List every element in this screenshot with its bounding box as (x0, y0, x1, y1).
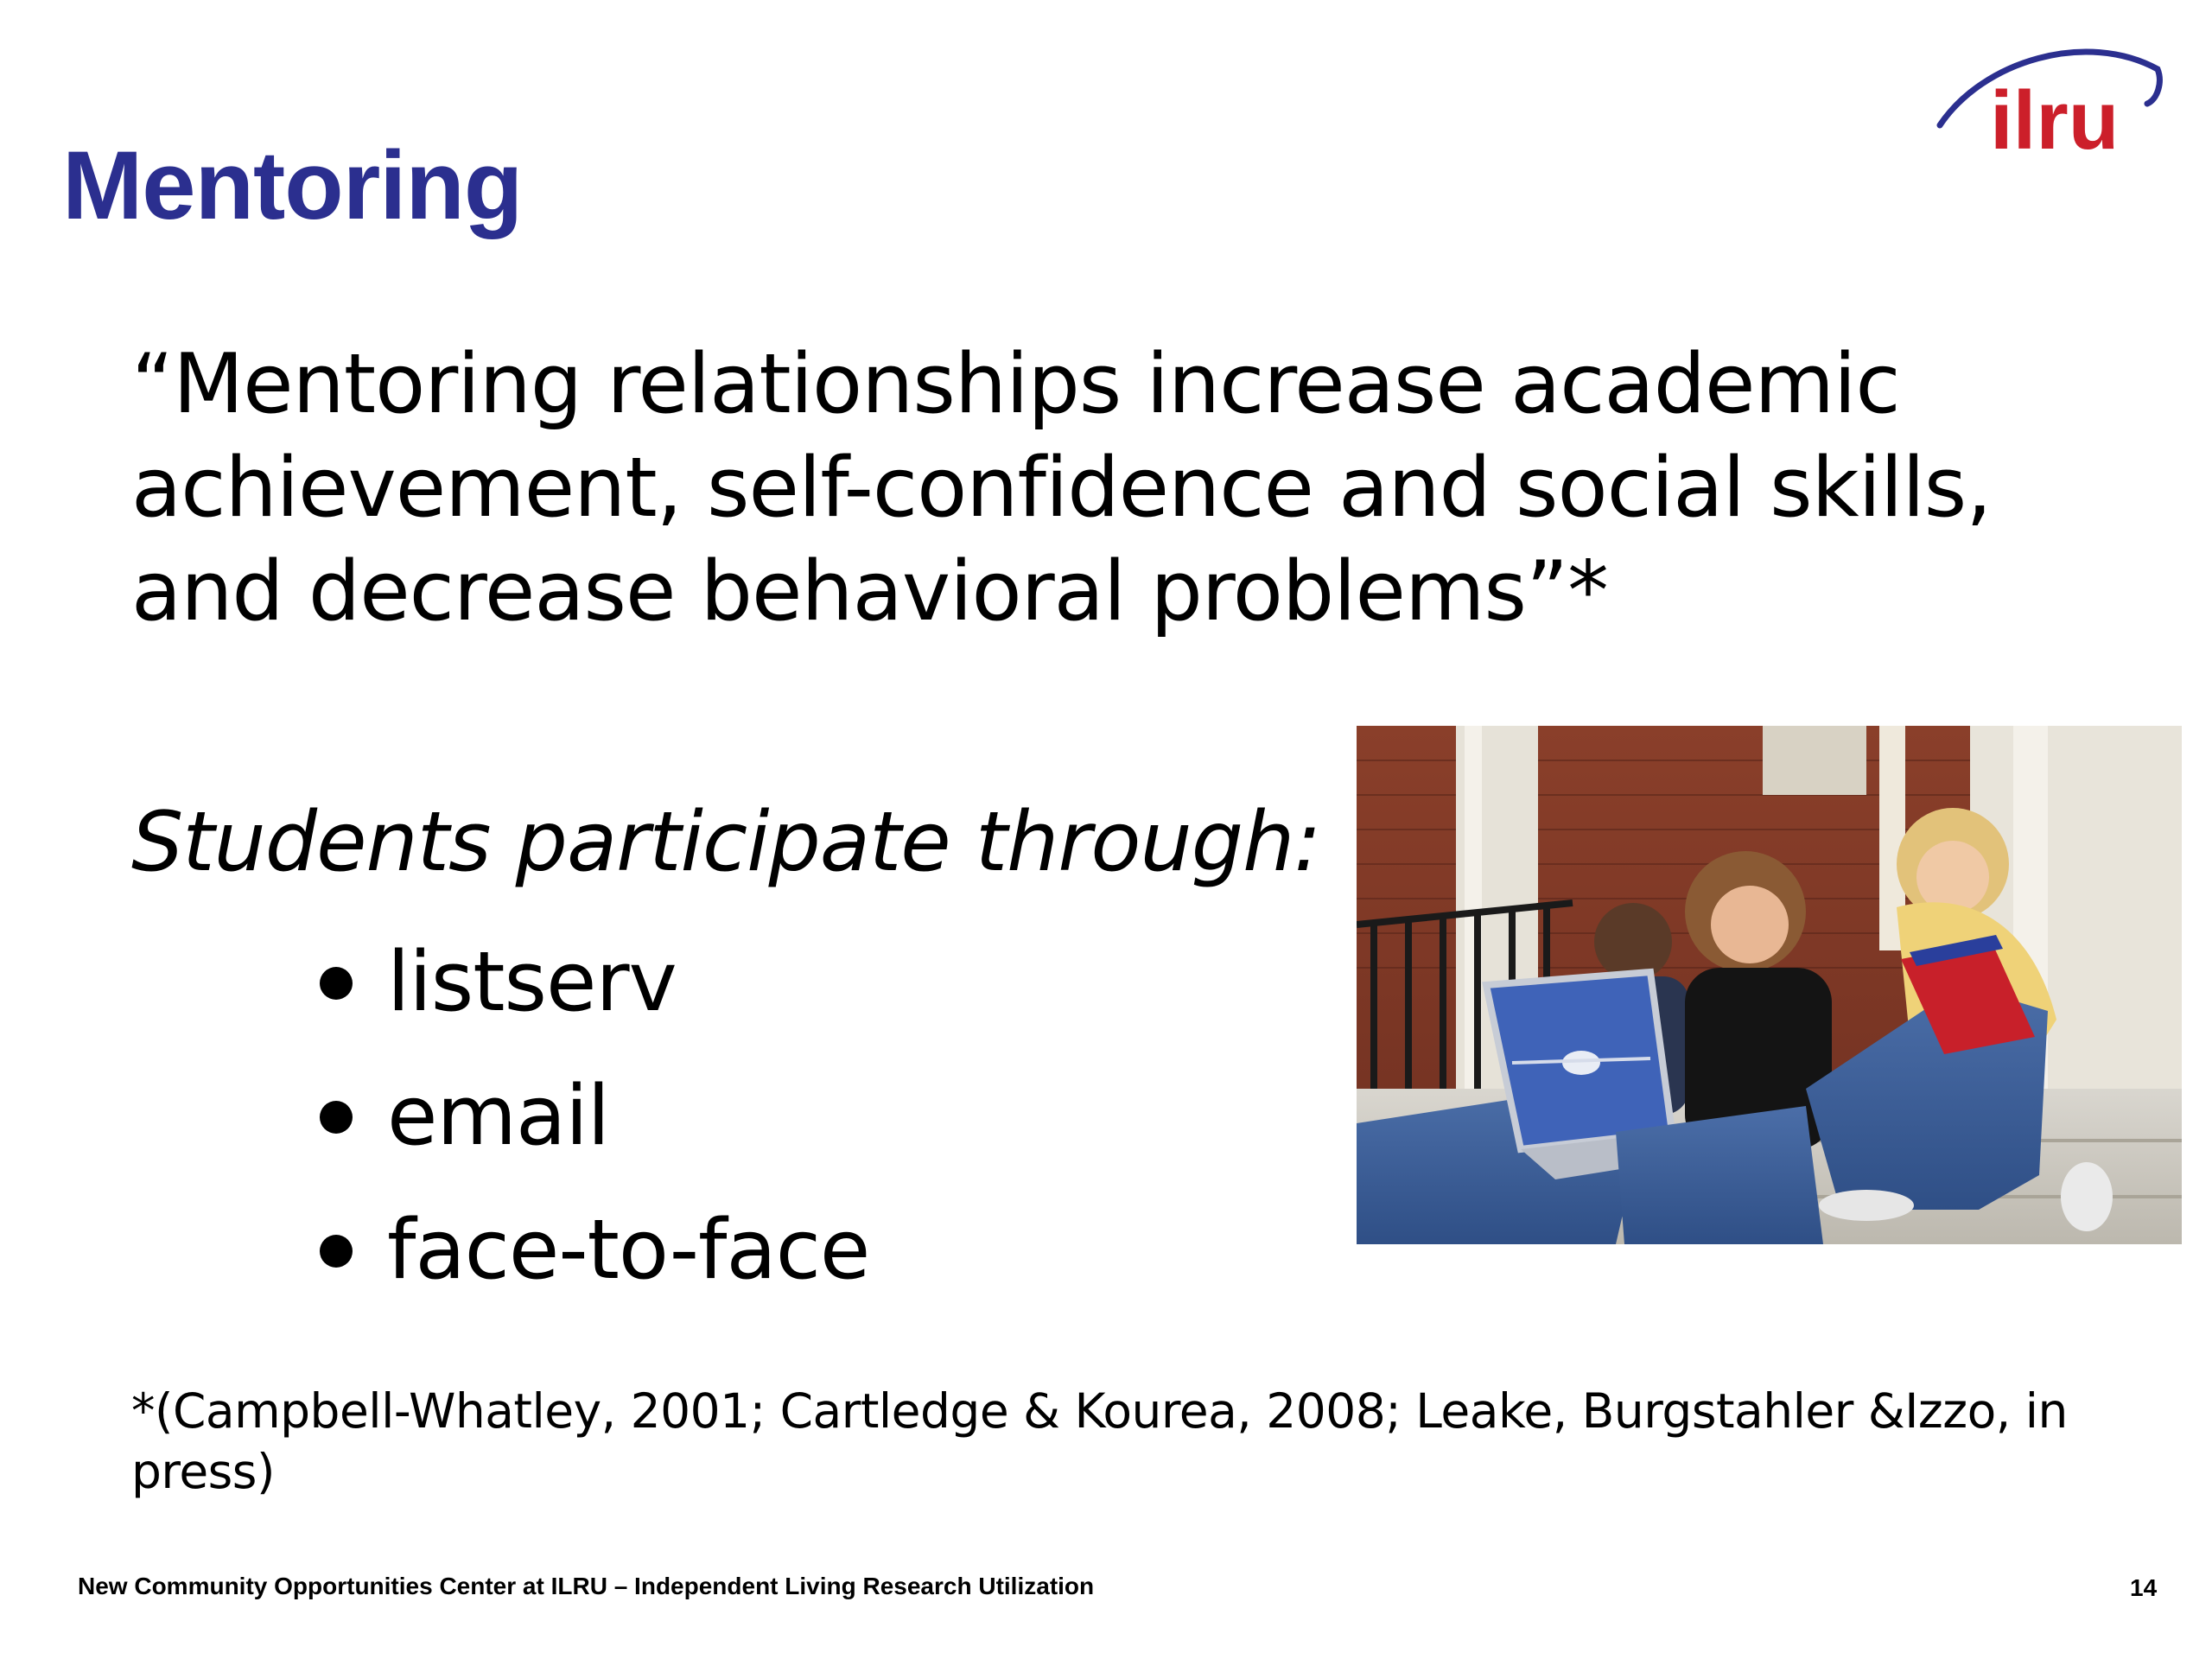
ilru-logo (1931, 35, 2164, 164)
list-item (320, 1184, 869, 1318)
list-item (320, 916, 869, 1050)
bullet-icon (320, 967, 353, 1000)
footer-organization: New Community Opportunities Center at ILRU – Independent Living Research Utilization (78, 1573, 1095, 1599)
quote-text: “Mentoring relationships increase academic achievement, self-confidence and social skills, and decrease behavioral problems”* (131, 337, 1992, 639)
list-item-label: listserv (387, 935, 677, 1030)
page-number: 14 (2130, 1574, 2158, 1601)
list-item (320, 1050, 869, 1184)
citation-text: *(Campbell-Whatley, 2001; Cartledge & Kourea, 2008; Leake, Burgstahler &Izzo, in press) (131, 1383, 2068, 1499)
subhead-text: Students participate through: (131, 795, 1321, 890)
list-item-label: email (387, 1069, 609, 1164)
bullet-icon (320, 1235, 353, 1268)
logo-text: ilru (1990, 74, 2120, 164)
students-laptop-photo (1357, 726, 2182, 1244)
list-item-label: face-to-face (387, 1203, 870, 1298)
slide-title: Mentoring (62, 131, 523, 239)
bullet-icon (320, 1101, 353, 1134)
participation-list (320, 916, 869, 1318)
